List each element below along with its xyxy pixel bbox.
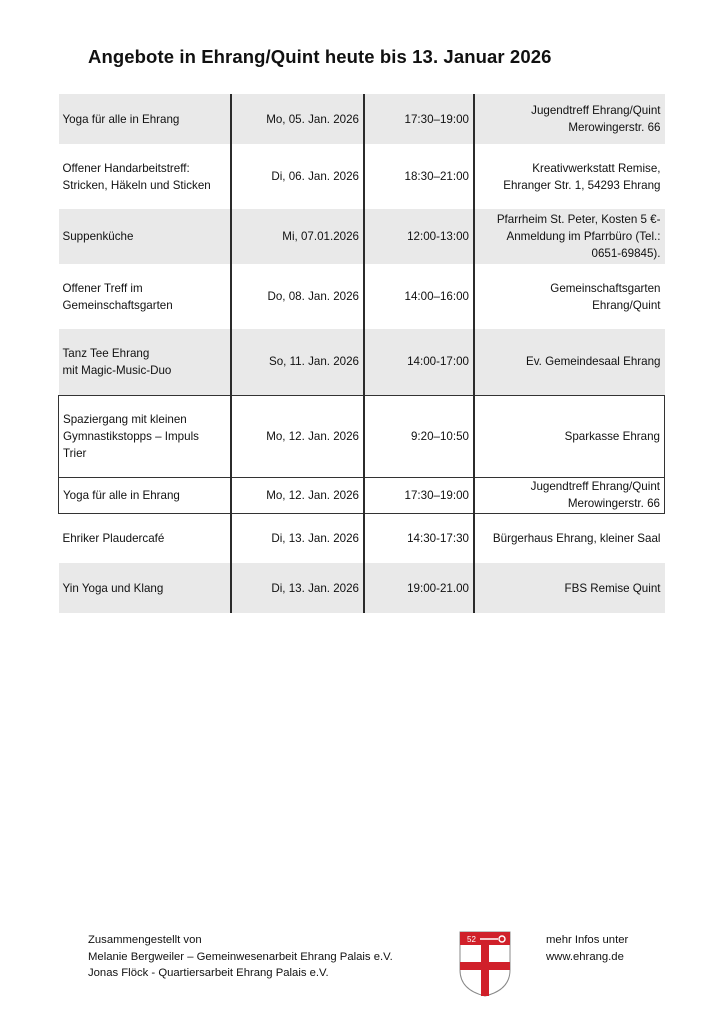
event-title: Yoga für alle in Ehrang: [59, 94, 232, 144]
footer-more-info: [546, 932, 628, 965]
event-time: 14:00–16:00: [364, 264, 474, 329]
event-title: Offener Treff im Gemeinschaftsgarten: [62, 281, 173, 312]
event-location: FBS Remise Quint: [474, 563, 665, 613]
table-row: [59, 477, 665, 513]
event-date: Di, 06. Jan. 2026: [231, 144, 364, 209]
events-table: [58, 94, 665, 613]
table-row: [59, 395, 665, 477]
footer-website-link[interactable]: www.ehrang.de: [546, 950, 624, 963]
table-row: [59, 329, 665, 395]
event-location: Jugendtreff Ehrang/Quint Merowingerstr. 66: [474, 94, 665, 144]
event-title: Ehriker Plaudercafé: [62, 531, 165, 545]
event-location: Ev. Gemeindesaal Ehrang: [474, 329, 665, 395]
coat-of-arms-icon: [458, 930, 512, 998]
event-location: Pfarrheim St. Peter, Kosten 5 €- Anmeldung im Pfarrbüro (Tel.: 0651-69845).: [474, 209, 665, 264]
event-time: 19:00-21.00: [364, 563, 474, 613]
event-time: 14:00-17:00: [364, 329, 474, 395]
table-row: [59, 209, 665, 264]
event-location: Jugendtreff Ehrang/Quint Merowingerstr. 66: [474, 477, 665, 513]
event-location: Kreativwerkstatt Remise, Ehranger Str. 1, 54293 Ehrang: [474, 144, 665, 209]
coat-of-arms-number: 52: [467, 935, 476, 944]
event-time: 12:00-13:00: [364, 209, 474, 264]
page-title: Angebote in Ehrang/Quint heute bis 13. Januar 2026: [88, 46, 552, 67]
event-date: So, 11. Jan. 2026: [231, 329, 364, 395]
event-time: 17:30–19:00: [364, 94, 474, 144]
table-row: [59, 144, 665, 209]
event-date: Mo, 05. Jan. 2026: [231, 94, 364, 144]
footer-person-1: Melanie Bergweiler – Gemeinwesenarbeit Ehrang Palais e.V.: [88, 950, 393, 963]
event-title: Offener Handarbeitstreff: Stricken, Häkeln und Sticken: [62, 161, 211, 192]
event-location: Gemeinschaftsgarten Ehrang/Quint: [474, 264, 665, 329]
event-location: Bürgerhaus Ehrang, kleiner Saal: [474, 513, 665, 563]
event-time: 14:30-17:30: [364, 513, 474, 563]
event-time: 17:30–19:00: [364, 477, 474, 513]
event-time: 18:30–21:00: [364, 144, 474, 209]
event-date: Di, 13. Jan. 2026: [231, 513, 364, 563]
footer-compiled-by: Zusammengestellt von: [88, 934, 202, 946]
event-time: 9:20–10:50: [364, 395, 474, 477]
footer-more-info-label: mehr Infos unter: [546, 934, 629, 946]
event-title: Yoga für alle in Ehrang: [59, 477, 232, 513]
event-date: Mo, 12. Jan. 2026: [231, 477, 364, 513]
table-row: [59, 513, 665, 563]
table-row: [59, 563, 665, 613]
event-title: Suppenküche: [59, 209, 232, 264]
event-title: Spaziergang mit kleinen Gymnastikstopps – Impuls Trier: [59, 395, 232, 477]
footer-credits: [88, 932, 393, 982]
table-row: [59, 94, 665, 144]
table-row: [59, 264, 665, 329]
event-date: Di, 13. Jan. 2026: [231, 563, 364, 613]
footer-person-2: Jonas Flöck - Quartiersarbeit Ehrang Palais e.V.: [88, 967, 329, 979]
event-date: Do, 08. Jan. 2026: [231, 264, 364, 329]
event-date: Mi, 07.01.2026: [231, 209, 364, 264]
event-location: Sparkasse Ehrang: [474, 395, 665, 477]
event-date: Mo, 12. Jan. 2026: [231, 395, 364, 477]
event-title: Yin Yoga und Klang: [59, 563, 232, 613]
event-title: Tanz Tee Ehrang mit Magic-Music-Duo: [59, 329, 232, 395]
